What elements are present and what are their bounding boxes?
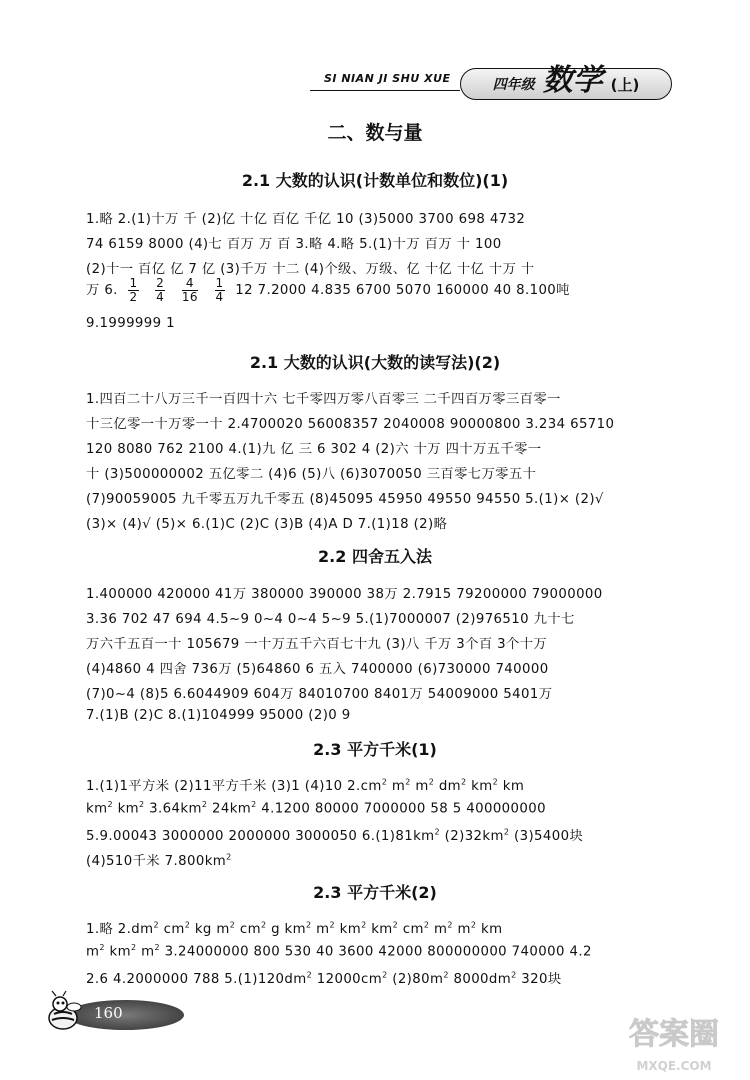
section-title: 2.1 大数的认识(大数的读写法)(2): [249, 353, 501, 372]
answer-line: 1.略 $2.dm^2$ $cm^2$ kg $m^2$ $cm^2$ g $km^2$ $m^2$ $km^2$ $km^2$ $cm^2$ $m^2$ $m^2$ km: [86, 920, 503, 937]
fraction-numerator: 1: [215, 276, 224, 290]
answer-line: 9.1999999 1: [86, 316, 175, 331]
answer-line: 十三亿零一十万零一十 2.4700020 56008357 2040008 90000800 3.234 65710: [86, 417, 615, 432]
answer-line: 1.(1)1平方米 (2)11平方千米 (3)1 (4)10 $2.cm^2$ $m^2$ $m^2$ $dm^2$ $km^2$ km: [86, 777, 525, 794]
fraction-denominator: 4: [156, 289, 165, 304]
page-number: 160: [94, 1004, 123, 1022]
answer-line-fractions: [86, 277, 570, 303]
answer-line: 2.6 4.2000000 788 $5.(1)120dm^2$ $12000cm^2$ $(2)80m^2$ $8000dm^2$ 320块: [86, 970, 562, 987]
header-subtitle: SI NIAN JI SHU XUE: [324, 72, 451, 85]
fraction-numerator: 4: [182, 277, 198, 291]
section-title: 2.1 大数的认识(计数单位和数位)(1): [241, 171, 509, 190]
fraction: [128, 277, 138, 303]
answer-line: (7)90059005 九千零五万九千零五 (8)45095 45950 49550 94550 5.(1)× (2)√: [86, 492, 604, 507]
watermark-text: 答案圈: [629, 1017, 719, 1052]
fraction: [215, 277, 225, 303]
page-number-badge: [38, 990, 188, 1038]
answer-line: 3.36 702 47 694 4.5~9 0~4 0~4 5~9 5.(1)7000007 (2)976510 九十七: [86, 612, 575, 627]
fraction: [155, 277, 165, 303]
answer-line: 万六千五百一十 105679 一十万五千六百七十九 (3)八 千万 3个百 3个十万: [86, 637, 548, 652]
answer-line: (4)4860 4 四舍 736万 (5)64860 6 五入 7400000 (6)730000 740000: [86, 662, 549, 677]
answer-line: 1.略 2.(1)十万 千 (2)亿 十亿 百亿 千亿 10 (3)5000 3700 698 4732: [86, 212, 526, 227]
watermark-logo: [600, 1010, 748, 1078]
answer-line: (4)510千米 $7.800km^2$: [86, 852, 232, 869]
section-title: 2.3 平方千米(2): [313, 883, 437, 902]
answer-line: 十 (3)500000002 五亿零二 (4)6 (5)八 (6)3070050 三百零七万零五十: [86, 467, 537, 482]
header-rule: [310, 90, 460, 91]
fraction: [182, 277, 198, 303]
answer-line: 120 8080 762 2100 4.(1)九 亿 三 6 302 4 (2)六 十万 四十万五千零一: [86, 442, 542, 457]
page-header: [300, 60, 680, 106]
header-grade: 四年级: [492, 77, 535, 93]
answer-line: 1.400000 420000 41万 380000 390000 38万 2.7915 79200000 79000000: [86, 587, 603, 602]
section-title: 2.2 四舍五入法: [318, 547, 432, 566]
fraction-numerator: 2: [156, 276, 165, 290]
bee-mascot-icon: [38, 990, 88, 1036]
answer-line: (3)× (4)√ (5)× 6.(1)C (2)C (3)B (4)A D 7.(1)18 (2)略: [86, 517, 448, 532]
line-text-before: 万 6.: [86, 283, 118, 299]
answer-line: (2)十一 百亿 亿 7 亿 (3)千万 十二 (4)个级、万级、亿 十亿 十亿 十万 十: [86, 262, 535, 277]
section-title: 2.3 平方千米(1): [313, 740, 437, 759]
fraction-numerator: 1: [129, 276, 138, 290]
answer-line: 74 6159 8000 (4)七 百万 万 百 3.略 4.略 5.(1)十万 百万 十 100: [86, 237, 502, 252]
fraction-denominator: 4: [215, 289, 224, 304]
chapter-title: 二、数与量: [327, 122, 423, 144]
answer-line: $m^2$ $km^2$ $m^2$ 3.24000000 800 530 40 3600 42000 800000000 740000 4.2: [86, 943, 592, 960]
answer-line: $km^2$ $km^2$ $3.64km^2$ $24km^2$ 4.1200 80000 7000000 58 5 400000000: [86, 800, 546, 817]
fraction-denominator: 2: [129, 289, 138, 304]
answer-line: 1.四百二十八万三千一百四十六 七千零四万零八百零三 二千四百万零三百零一: [86, 392, 561, 407]
header-badge: [460, 63, 672, 100]
header-volume: (上): [610, 75, 640, 94]
header-subject: 数学: [542, 63, 603, 98]
answer-line: (7)0~4 (8)5 6.6044909 604万 84010700 8401万 54009000 5401万: [86, 687, 553, 702]
fraction-denominator: 16: [181, 289, 198, 304]
answer-line: 7.(1)B (2)C 8.(1)104999 95000 (2)0 9: [86, 708, 351, 723]
watermark-url: MXQE.COM: [636, 1059, 712, 1073]
line-text-after: 12 7.2000 4.835 6700 5070 160000 40 8.100吨: [235, 283, 570, 299]
answer-line: 5.9.00043 3000000 2000000 3000050 $6.(1)81km^2$ $(2)32km^2$ (3)5400块: [86, 827, 584, 844]
